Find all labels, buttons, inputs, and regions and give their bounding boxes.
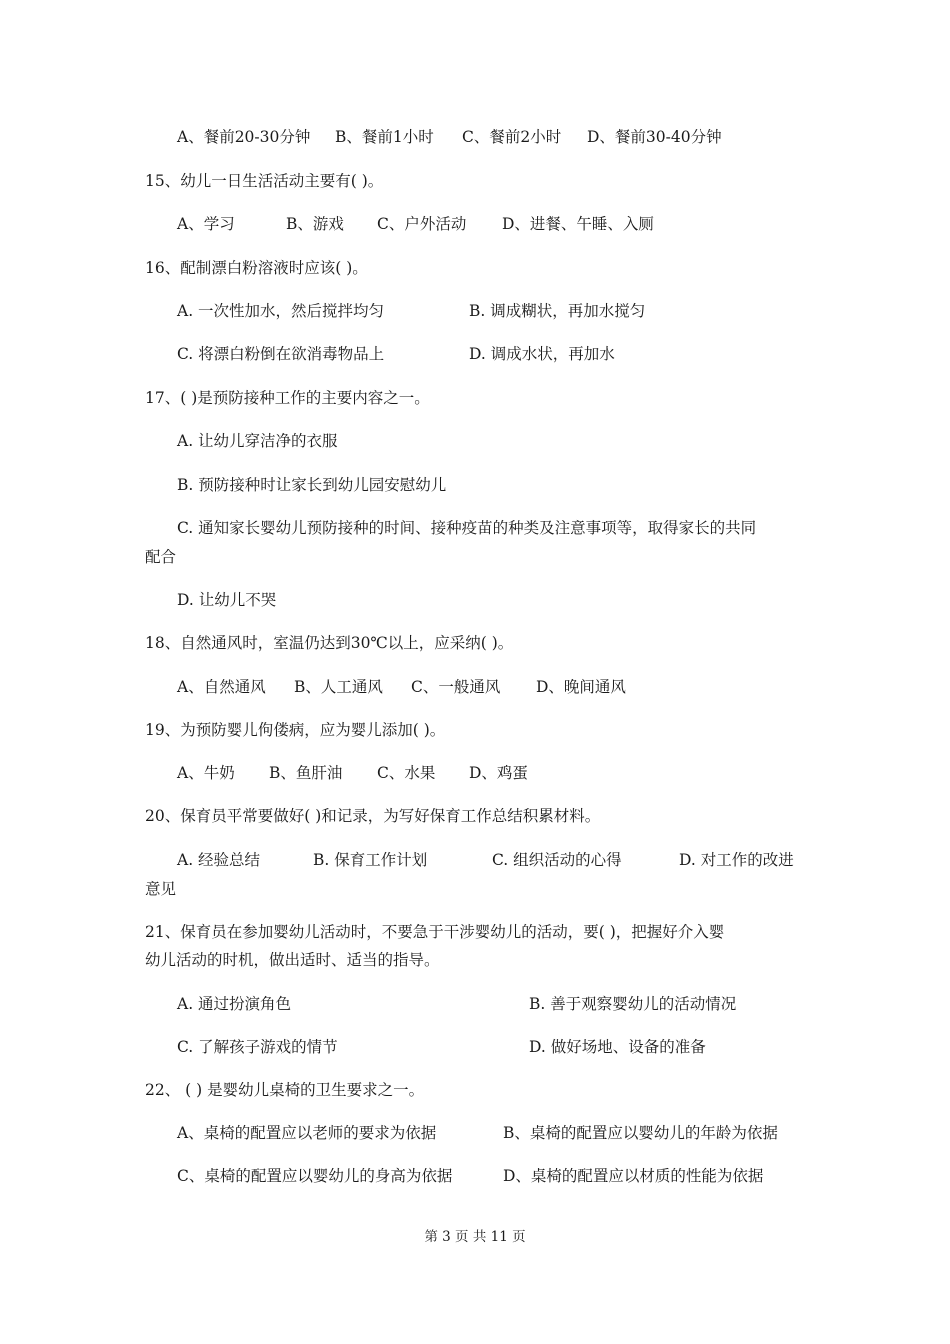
q14-option-a: A、餐前20-30分钟 [177,128,311,146]
q17-option-b: B. 预防接种时让家长到幼儿园安慰幼儿 [177,476,447,494]
q21-stem-continued: 幼儿活动的时机，做出适时、适当的指导。 [145,951,440,969]
q20-option-c: C. 组织活动的心得 [492,851,622,869]
q18-options [177,677,797,697]
q16-option-b: B. 调成糊状，再加水搅匀 [469,302,646,320]
q22-option-c: C、桌椅的配置应以婴幼儿的身高为依据 [177,1167,453,1185]
q16-options-row2 [177,344,797,364]
q19-option-b: B、鱼肝油 [269,764,343,782]
q17-option-a: A. 让幼儿穿洁净的衣服 [177,432,338,450]
q15-stem: 15、幼儿一日生活活动主要有( )。 [145,172,384,190]
q18-option-a: A、自然通风 [177,678,266,696]
q18-option-d: D、晚间通风 [536,678,626,696]
q16-option-a: A. 一次性加水，然后搅拌均匀 [177,302,385,320]
page-number-footer: 第 3 页 共 11 页 [424,1229,526,1245]
q15-options [177,214,797,234]
q19-option-c: C、水果 [377,764,436,782]
q19-option-a: A、牛奶 [177,764,235,782]
q20-option-a: A. 经验总结 [177,851,261,869]
q14-option-c: C、餐前2小时 [462,128,562,146]
q20-options-continued: 意见 [145,880,177,898]
q15-option-d: D、进餐、午睡、入厕 [502,215,654,233]
q14-option-d: D、餐前30-40分钟 [587,128,722,146]
q21-options-row2 [177,1037,797,1057]
q19-stem: 19、为预防婴儿佝偻病，应为婴儿添加( )。 [145,721,446,739]
q15-option-a: A、学习 [177,215,235,233]
q21-option-b: B. 善于观察婴幼儿的活动情况 [529,995,737,1013]
q20-options [177,850,817,870]
q22-option-a: A、桌椅的配置应以老师的要求为依据 [177,1124,437,1142]
q22-option-d: D、桌椅的配置应以材质的性能为依据 [503,1167,764,1185]
q22-option-b: B、桌椅的配置应以婴幼儿的年龄为依据 [503,1124,778,1142]
q18-option-c: C、一般通风 [411,678,501,696]
q21-option-d: D. 做好场地、设备的准备 [529,1038,706,1056]
q22-stem: 22、 ( ) 是婴幼儿桌椅的卫生要求之一。 [145,1081,425,1099]
q15-option-c: C、户外活动 [377,215,467,233]
q16-option-d: D. 调成水状，再加水 [469,345,615,363]
q20-stem: 20、保育员平常要做好( )和记录，为写好保育工作总结积累材料。 [145,807,601,825]
q19-options [177,763,797,783]
q17-stem: 17、( )是预防接种工作的主要内容之一。 [145,389,430,407]
q17-option-c: C. 通知家长婴幼儿预防接种的时间、接种疫苗的种类及注意事项等，取得家长的共同 [177,519,757,537]
q22-options-row2 [177,1166,817,1186]
q17-option-c-continued: 配合 [145,548,177,566]
q16-option-c: C. 将漂白粉倒在欲消毒物品上 [177,345,385,363]
q20-option-b: B. 保育工作计划 [313,851,428,869]
q21-stem: 21、保育员在参加婴幼儿活动时，不要急于干涉婴幼儿的活动，要( )，把握好介入婴 [145,923,725,941]
q15-option-b: B、游戏 [286,215,344,233]
q21-option-c: C. 了解孩子游戏的情节 [177,1038,338,1056]
q14-options [177,127,797,147]
q20-option-d: D. 对工作的改进 [679,851,794,869]
q16-options-row1 [177,301,797,321]
q22-options-row1 [177,1123,817,1143]
q18-option-b: B、人工通风 [294,678,383,696]
q21-options-row1 [177,994,797,1014]
q19-option-d: D、鸡蛋 [469,764,528,782]
q16-stem: 16、配制漂白粉溶液时应该( )。 [145,259,368,277]
q17-option-d: D. 让幼儿不哭 [177,591,277,609]
q14-option-b: B、餐前1小时 [335,128,434,146]
q18-stem: 18、自然通风时，室温仍达到30℃以上，应采纳( )。 [145,634,514,652]
q21-option-a: A. 通过扮演角色 [177,995,292,1013]
